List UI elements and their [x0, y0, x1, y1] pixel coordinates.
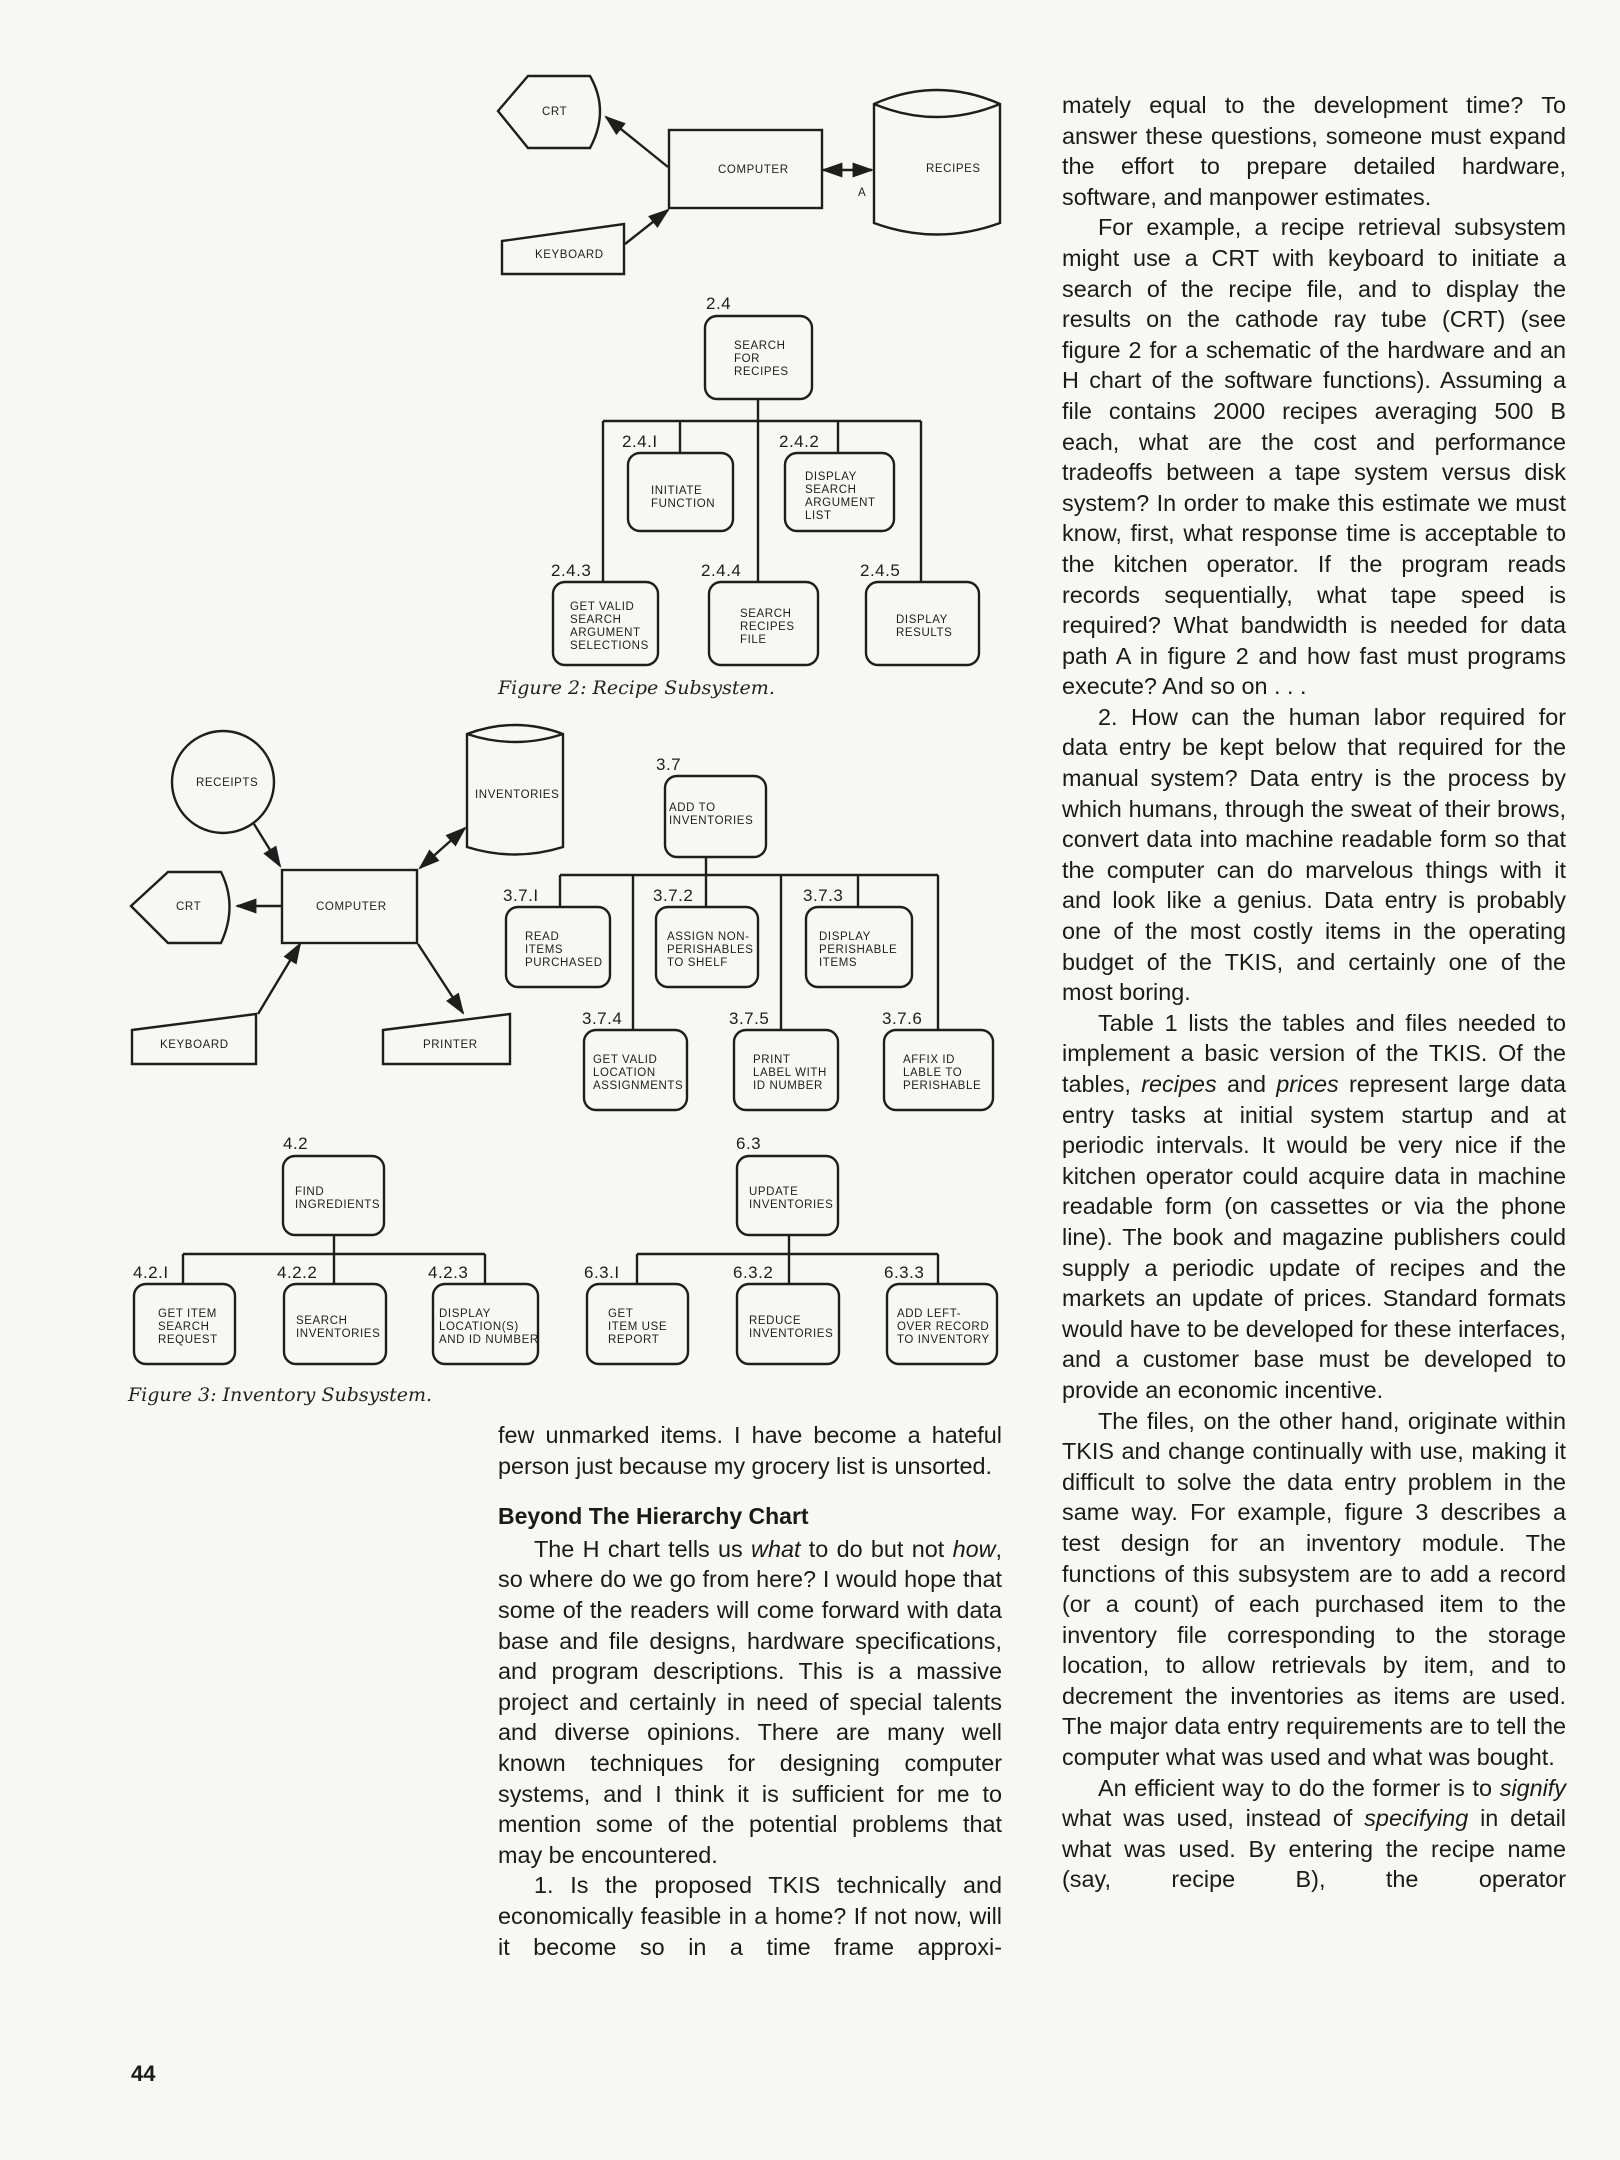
node-2-4-l2: FOR [734, 353, 761, 365]
figure-3-caption: Figure 3: Inventory Subsystem. [128, 1384, 433, 1406]
middle-paragraph-2 [498, 1534, 1002, 1871]
id-2-4-5: 2.4.5 [860, 561, 901, 580]
node-2-4-1-l2: FUNCTION [651, 498, 716, 510]
id-6-3-3: 6.3.3 [884, 1263, 925, 1282]
id-4-2-1: 4.2.I [133, 1263, 169, 1282]
node-4-2-1-l3: REQUEST [158, 1334, 218, 1346]
node-2-4-3-l3: ARGUMENT [570, 627, 641, 639]
id-3-7-6: 3.7.6 [882, 1009, 923, 1028]
node-6-3-1-l1: GET [608, 1308, 634, 1320]
text-run: and [1216, 1071, 1277, 1097]
right-paragraph-6 [1062, 1773, 1566, 1895]
node-4-2-1-l1: GET ITEM [158, 1308, 217, 1320]
node-4-2-3-l3: AND ID NUMBER [439, 1334, 539, 1346]
node-2-4-3-l4: SELECTIONS [570, 640, 649, 652]
path-a-label: A [858, 187, 867, 199]
node-3-7-1-l2: ITEMS [525, 944, 564, 956]
recipes-label: RECIPES [926, 163, 981, 175]
node-6-3-l2: INVENTORIES [749, 1199, 834, 1211]
right-paragraph-4 [1062, 1008, 1566, 1406]
id-3-7-1: 3.7.I [503, 886, 539, 905]
emphasis-how: how [952, 1535, 996, 1562]
node-3-7-5-l2: LABEL WITH [753, 1067, 827, 1079]
node-2-4-4-l3: FILE [740, 634, 767, 646]
node-3-7-6-l3: PERISHABLE [903, 1080, 982, 1092]
node-3-7-l2: INVENTORIES [669, 815, 754, 827]
right-paragraph-2: For example, a recipe retrieval subsystem might use a CRT with keyboard to initiate a search of the recipe file, and to display the results on the cathode ray tube (CRT) (see figure 2 for a schematic of the hardware and an H chart of the software functions). Assuming a file contains 2000 recipes averaging 500 B each, what are the cost and performance tradeoffs between a tape system versus disk system? In order to make this estimate we must know, first, what response time is acceptable to the kitchen operator. If the program reads records sequentially, what tape speed is required? What bandwidth is needed for data path A in figure 2 and how fast must programs execute? And so on . . . [1062, 214, 1566, 700]
node-6-3-l1: UPDATE [749, 1186, 799, 1198]
node-3-7-4-l3: ASSIGNMENTS [593, 1080, 684, 1092]
node-6-3-3-l1: ADD LEFT- [897, 1308, 962, 1320]
node-2-4-3-l1: GET VALID [570, 601, 635, 613]
keyboard-label: KEYBOARD [535, 249, 604, 261]
id-4-2-2: 4.2.2 [277, 1263, 318, 1282]
node-2-4-2-l1: DISPLAY [805, 471, 857, 483]
id-2-4-2: 2.4.2 [779, 432, 820, 451]
right-paragraph-5: The files, on the other hand, originate within TKIS and change continually with use, making it difficult to solve the data entry problem in the same way. For example, figure 3 describes a test design for an inventory module. The functions of this subsystem are to add a record (or a count) of each purchased item to the inventory file corresponding to the storage location, to allow retrievals by item, and to decrement the inventories as items are used. The major data entry requirements are to tell the computer what was used and what was bought. [1062, 1407, 1566, 1771]
inventories-label: INVENTORIES [475, 789, 560, 801]
receipts-label: RECEIPTS [196, 777, 259, 789]
node-3-7-1-l3: PURCHASED [525, 957, 603, 969]
emphasis-signify: signify [1499, 1774, 1566, 1801]
node-2-4-4-l1: SEARCH [740, 608, 792, 620]
node-6-3-2-l2: INVENTORIES [749, 1328, 834, 1340]
text-run: Table 1 lists the tables and files needed to implement a basic version of the TKIS. Of the tables, [1062, 1009, 1566, 1097]
id-6-3-1: 6.3.I [584, 1263, 620, 1282]
node-4-2-2-l2: INVENTORIES [296, 1328, 381, 1340]
text-run: what was used, instead of [1062, 1805, 1365, 1832]
node-3-7-6-l1: AFFIX ID [903, 1054, 956, 1066]
node-3-7-5-l3: ID NUMBER [753, 1080, 823, 1092]
id-3-7-3: 3.7.3 [803, 886, 844, 905]
right-paragraph-3: 2. How can the human labor required for data entry be kept below that required for the manual system? Data entry is the process by which humans, through the sweat of their brows, convert data into machine readable form so that the computer can do marvelous things with it and look like a genius. Data entry is probably one of the most costly items in the operating budget of the TKIS, and certainly one of the most boring. [1062, 703, 1566, 1006]
id-4-2-3: 4.2.3 [428, 1263, 469, 1282]
middle-paragraph-3: 1. Is the proposed TKIS technically and economically feasible in a home? If not now, will it become so in a time frame approxi- [498, 1872, 1002, 1960]
crt-label: CRT [542, 106, 568, 118]
id-3-7-4: 3.7.4 [582, 1009, 623, 1028]
node-6-3-2-l1: REDUCE [749, 1315, 802, 1327]
node-6-3-3-l2: OVER RECORD [897, 1321, 990, 1333]
node-2-4-4-l2: RECIPES [740, 621, 795, 633]
node-2-4-l1: SEARCH [734, 340, 786, 352]
node-3-7-l1: ADD TO [669, 802, 716, 814]
text-run: represent large data entry tasks at initial system startup and at periodic intervals. It would be very nice if the kitchen operator could acquire data in machine readable form (on cassettes or via the phone line). The book and magazine publishers could supply a periodic update of recipes and the markets an update of prices. Standard formats would have to be developed for these interfaces, and a customer base must be developed to provide an economic incentive. [1062, 1071, 1566, 1403]
node-2-4-5-l1: DISPLAY [896, 614, 948, 626]
node-3-7-3-l1: DISPLAY [819, 931, 871, 943]
id-3-7: 3.7 [656, 755, 682, 774]
node-4-2-3-l2: LOCATION(S) [439, 1321, 519, 1333]
node-3-7-2-l2: PERISHABLES [667, 944, 754, 956]
node-2-4-5-l2: RESULTS [896, 627, 953, 639]
emphasis-recipes: recipes [1141, 1071, 1217, 1097]
emphasis-specifying: specifying [1364, 1805, 1469, 1832]
text-run: to do but not [800, 1535, 953, 1562]
computer-label-fig3: COMPUTER [316, 901, 387, 913]
text-run: An efficient way to do the former is to [1098, 1774, 1500, 1801]
text-run: The H chart tells us [534, 1535, 752, 1562]
emphasis-what: what [751, 1535, 801, 1562]
node-6-3-3-l3: TO INVENTORY [897, 1334, 990, 1346]
node-3-7-2-l1: ASSIGN NON- [667, 931, 750, 943]
node-4-2-3-l1: DISPLAY [439, 1308, 491, 1320]
text-run: , so where do we go from here? I would hope that some of the readers will come forward with data base and file designs, hardware specifications, and program descriptions. This is a massive project and certainly in need of special talents and diverse opinions. There are many well known techniques for designing computer systems, and I think it is sufficient for me to mention some of the potential problems that may be encountered. [498, 1535, 1002, 1868]
node-3-7-1-l1: READ [525, 931, 560, 943]
computer-label: COMPUTER [718, 164, 789, 176]
node-3-7-4-l1: GET VALID [593, 1054, 658, 1066]
node-4-2-2-l1: SEARCH [296, 1315, 348, 1327]
node-2-4-2-l2: SEARCH [805, 484, 857, 496]
right-paragraph-1: mately equal to the development time? To answer these questions, someone must expand the effort to prepare detailed hardware, software, and manpower estimates. [1062, 92, 1566, 210]
middle-paragraph-1: few unmarked items. I have become a hateful person just because my grocery list is unsorted. [498, 1422, 1002, 1479]
id-4-2: 4.2 [283, 1134, 309, 1153]
id-3-7-5: 3.7.5 [729, 1009, 770, 1028]
node-3-7-2-l3: TO SHELF [667, 957, 728, 969]
section-heading: Beyond The Hierarchy Chart [498, 1503, 809, 1530]
node-6-3-1-l2: ITEM USE [608, 1321, 668, 1333]
id-2-4: 2.4 [706, 294, 732, 313]
node-3-7-3-l3: ITEMS [819, 957, 858, 969]
node-2-4-l3: RECIPES [734, 366, 789, 378]
text-run: in detail what was used. By entering the recipe name (say, recipe B), the operator [1062, 1805, 1567, 1893]
id-2-4-1: 2.4.I [622, 432, 658, 451]
node-3-7-5-l1: PRINT [753, 1054, 791, 1066]
node-2-4-1-l1: INITIATE [651, 485, 703, 497]
printer-label: PRINTER [423, 1039, 478, 1051]
id-2-4-4: 2.4.4 [701, 561, 742, 580]
emphasis-prices: prices [1276, 1071, 1339, 1097]
page-number: 44 [131, 2061, 156, 2086]
id-6-3: 6.3 [736, 1134, 762, 1153]
keyboard-label-fig3: KEYBOARD [160, 1039, 229, 1051]
middle-column [498, 1420, 1002, 1962]
node-3-7-6-l2: LABLE TO [903, 1067, 963, 1079]
right-column [1062, 90, 1566, 1895]
id-3-7-2: 3.7.2 [653, 886, 694, 905]
figure-2-caption: Figure 2: Recipe Subsystem. [498, 677, 775, 699]
node-4-2-l2: INGREDIENTS [295, 1199, 381, 1211]
node-2-4-2-l3: ARGUMENT [805, 497, 876, 509]
id-2-4-3: 2.4.3 [551, 561, 592, 580]
node-2-4-2-l4: LIST [805, 510, 832, 522]
node-4-2-1-l2: SEARCH [158, 1321, 210, 1333]
node-3-7-3-l2: PERISHABLE [819, 944, 898, 956]
id-6-3-2: 6.3.2 [733, 1263, 774, 1282]
crt-label-fig3: CRT [176, 901, 202, 913]
node-4-2-l1: FIND [295, 1186, 325, 1198]
node-6-3-1-l3: REPORT [608, 1334, 660, 1346]
node-2-4-3-l2: SEARCH [570, 614, 622, 626]
node-3-7-4-l2: LOCATION [593, 1067, 656, 1079]
